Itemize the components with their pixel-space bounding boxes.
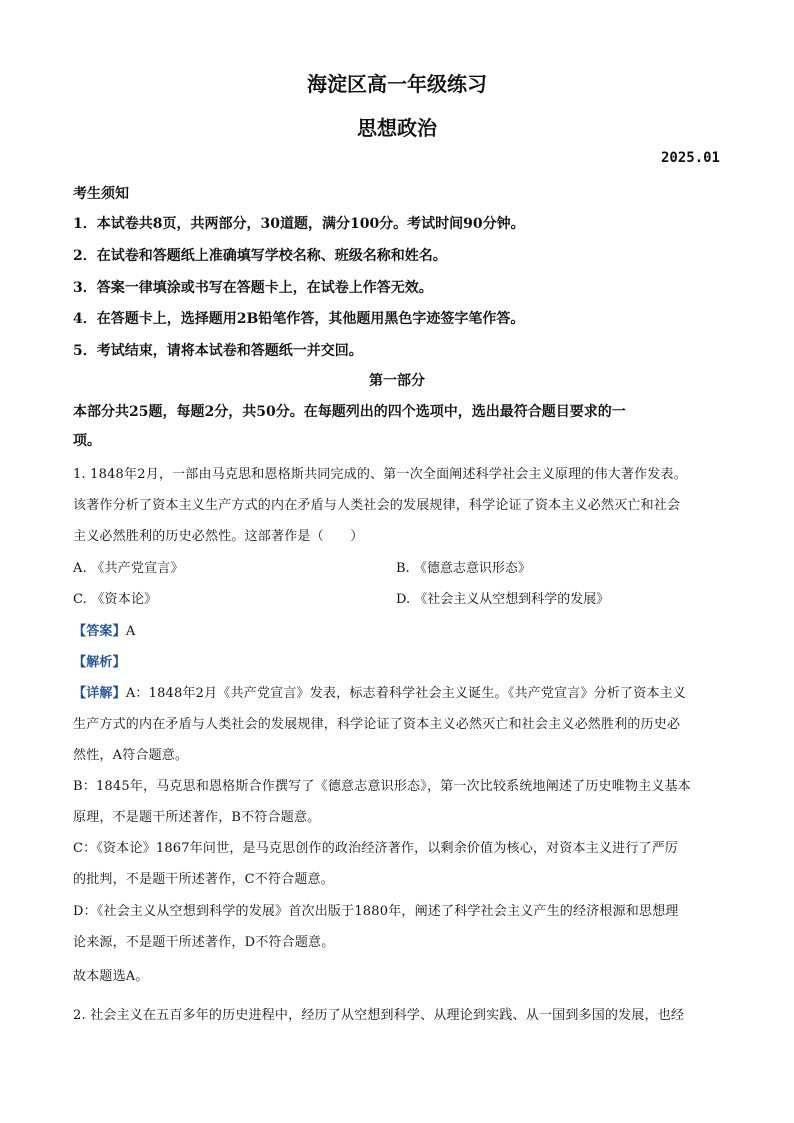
answer-line	[73, 620, 135, 639]
question-stem: 1. 1848年2月，一部由马克思和恩格斯共同完成的、第一次全面阐述科学社会主义原理的伟大著作发表。	[73, 467, 687, 482]
notice-item: 1．本试卷共8页，共两部分，30道题，满分100分。考试时间90分钟。	[73, 216, 525, 232]
part-heading: 第一部分	[369, 373, 425, 389]
subject-title: 思想政治	[357, 116, 437, 140]
part-instruction: 项。	[73, 433, 101, 449]
option-d: D. 《社会主义从空想到科学的发展》	[396, 592, 610, 607]
detail-text: D：《社会主义从空想到科学的发展》首次出版于1880年，阐述了科学社会主义产生的经济根源和思想理	[73, 904, 679, 919]
detail-text: 原理，不是题干所述著作，B不符合题意。	[73, 810, 321, 825]
detail-text: A：1848年2月《共产党宣言》发表，标志着科学社会主义诞生。《共产党宣言》分析了资本主义	[125, 686, 687, 701]
notice-heading: 考生须知	[73, 186, 129, 202]
notice-item: 3．答案一律填涂或书写在答题卡上，在试卷上作答无效。	[73, 280, 433, 296]
option-b: B. 《德意志意识形态》	[396, 561, 531, 576]
page-title: 海淀区高一年级练习	[307, 72, 487, 96]
conclusion-text: 故本题选A。	[73, 969, 149, 984]
detail-text: B：1845年，马克思和恩格斯合作撰写了《德意志意识形态》，第一次比较系统地阐述了历史唯物主义基本	[73, 779, 691, 794]
detail-line	[73, 682, 686, 701]
analysis-tag: 【解析】	[73, 655, 126, 670]
exam-date: 2025.01	[660, 150, 720, 166]
notice-item: 5．考试结束，请将本试卷和答题纸一并交回。	[73, 343, 363, 359]
option-a: A. 《共产党宣言》	[73, 561, 184, 576]
detail-tag: 【详解】	[73, 686, 126, 701]
answer-tag: 【答案】	[73, 624, 126, 639]
notice-item: 2．在试卷和答题纸上准确填写学校名称、班级名称和姓名。	[73, 248, 447, 264]
detail-text: C：《资本论》1867年问世，是马克思创作的政治经济著作，以剩余价值为核心，对资本主义进行了严厉	[73, 841, 679, 856]
analysis-line	[73, 651, 126, 670]
question-stem: 主义必然胜利的历史必然性。这部著作是（ ）	[73, 529, 364, 544]
notice-item: 4．在答题卡上，选择题用2B铅笔作答，其他题用黑色字迹签字笔作答。	[73, 311, 525, 327]
detail-text: 论来源，不是题干所述著作，D不符合题意。	[73, 935, 335, 950]
question-stem: 2. 社会主义在五百多年的历史进程中，经历了从空想到科学、从理论到实践、从一国到多国的发展，也经	[73, 1008, 685, 1023]
part-instruction: 本部分共25题，每题2分，共50分。在每题列出的四个选项中，选出最符合题目要求的一	[73, 404, 626, 420]
answer-value: A	[125, 624, 136, 639]
option-c: C. 《资本论》	[73, 592, 158, 607]
detail-text: 然性，A符合题意。	[73, 748, 189, 763]
detail-text: 生产方式的内在矛盾与人类社会的发展规律，科学论证了资本主义必然灭亡和社会主义必然胜利的历史必	[73, 717, 681, 732]
question-stem: 该著作分析了资本主义生产方式的内在矛盾与人类社会的发展规律，科学论证了资本主义必然灭亡和社会	[73, 498, 681, 513]
detail-text: 的批判，不是题干所述著作，C不符合题意。	[73, 872, 334, 887]
